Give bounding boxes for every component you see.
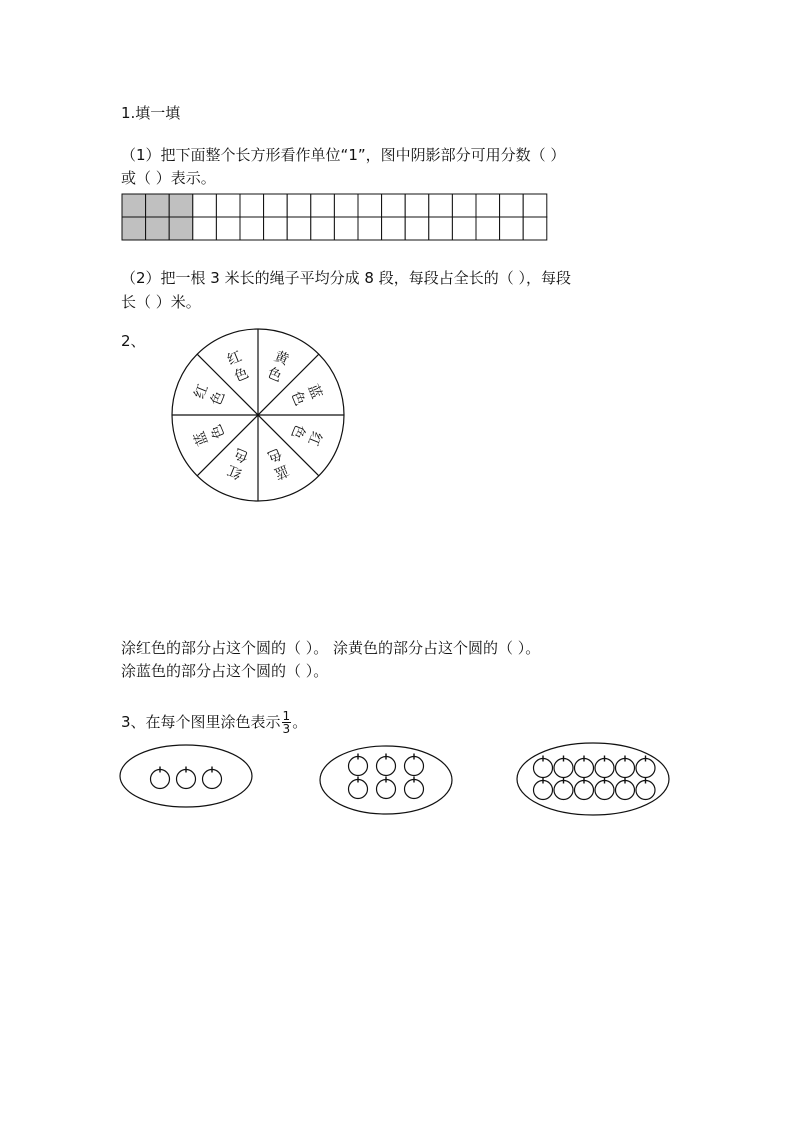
grid-cell bbox=[358, 217, 382, 240]
grid-cell bbox=[500, 194, 524, 217]
apple-icon bbox=[595, 778, 614, 800]
grid-cell bbox=[358, 194, 382, 217]
apple-icon bbox=[636, 756, 655, 778]
grid-cell bbox=[334, 194, 358, 217]
grid-cell bbox=[523, 194, 547, 217]
grid-cell bbox=[216, 194, 240, 217]
apple-icon bbox=[405, 754, 424, 776]
grid-cell bbox=[429, 194, 453, 217]
wheel-sector-label bbox=[265, 349, 292, 386]
apple-icon bbox=[349, 754, 368, 776]
q3-text: 3、在每个图里涂色表示 bbox=[121, 713, 281, 731]
grid-cell bbox=[500, 217, 524, 240]
wheel-sector-label bbox=[288, 422, 325, 448]
fraction-numerator: 1 bbox=[282, 709, 291, 723]
grid-cell bbox=[405, 194, 429, 217]
apple-group-3 bbox=[118, 743, 258, 815]
grid-cell-shaded bbox=[122, 194, 146, 217]
wheel-sector-char: 红 bbox=[225, 348, 245, 369]
grid-cell bbox=[382, 217, 406, 240]
grid-cell-shaded bbox=[169, 217, 193, 240]
q2-answer-line1: 涂红色的部分占这个圆的（ ）。 涂黄色的部分占这个圆的（ ）。 bbox=[121, 639, 541, 657]
color-wheel bbox=[168, 325, 348, 505]
wheel-sector-label bbox=[192, 382, 229, 408]
grid-cell bbox=[334, 217, 358, 240]
grid-cell bbox=[287, 194, 311, 217]
apple-icon bbox=[554, 756, 573, 778]
grid-cell bbox=[429, 217, 453, 240]
wheel-sector-char: 黄 bbox=[271, 348, 291, 369]
apple-icon bbox=[575, 756, 594, 778]
q1-part1-line2: 或（ ）表示。 bbox=[121, 169, 216, 187]
grid-cell bbox=[216, 217, 240, 240]
q1-title: 1.填一填 bbox=[121, 104, 181, 122]
wheel-sector-char: 色 bbox=[232, 365, 252, 386]
wheel-sector-label bbox=[191, 422, 229, 448]
grid-cell bbox=[264, 194, 288, 217]
q3-instruction bbox=[121, 710, 307, 735]
grid-cell-shaded bbox=[146, 217, 170, 240]
apple-icon bbox=[534, 778, 553, 800]
wheel-sector-char: 色 bbox=[208, 421, 229, 441]
shaded-rectangle-grid bbox=[120, 192, 560, 252]
grid-cell bbox=[240, 194, 264, 217]
grid-cell bbox=[452, 217, 476, 240]
grid-cell bbox=[382, 194, 406, 217]
grid-cell bbox=[193, 194, 217, 217]
grid-cell bbox=[405, 217, 429, 240]
wheel-sector-char: 色 bbox=[208, 389, 229, 409]
apple-icon bbox=[377, 777, 396, 799]
wheel-sector-char: 红 bbox=[304, 428, 325, 448]
grid-cell bbox=[287, 217, 311, 240]
wheel-sector-char: 红 bbox=[225, 461, 245, 482]
apple-icon bbox=[377, 754, 396, 776]
apple-icon bbox=[151, 767, 170, 789]
apple-icon bbox=[595, 756, 614, 778]
apple-icon bbox=[534, 756, 553, 778]
q1-part1-line1: （1）把下面整个长方形看作单位“1”，图中阴影部分可用分数（ ） bbox=[121, 146, 566, 164]
wheel-sector-char: 色 bbox=[287, 389, 308, 409]
apple-icon bbox=[203, 767, 222, 789]
grid-cell bbox=[240, 217, 264, 240]
apple-icon bbox=[177, 767, 196, 789]
grid-cell-shaded bbox=[146, 194, 170, 217]
wheel-sector-char: 蓝 bbox=[271, 461, 291, 482]
apple-group-12 bbox=[515, 740, 675, 818]
grid-cell bbox=[452, 194, 476, 217]
grid-cell bbox=[523, 217, 547, 240]
apple-icon bbox=[554, 778, 573, 800]
grid-cell bbox=[193, 217, 217, 240]
q1-part2-line1: （2）把一根 3 米长的绳子平均分成 8 段，每段占全长的（ ），每段 bbox=[121, 269, 571, 287]
grid-cell-shaded bbox=[122, 217, 146, 240]
apple-icon bbox=[405, 777, 424, 799]
wheel-sector-char: 蓝 bbox=[304, 382, 325, 402]
q1-part2-line2: 长（ ）米。 bbox=[121, 293, 201, 311]
apple-group-6 bbox=[316, 743, 456, 819]
fraction-one-third bbox=[282, 710, 292, 735]
wheel-sector-label bbox=[265, 445, 291, 483]
grid-cell bbox=[311, 194, 335, 217]
apple-icon bbox=[349, 777, 368, 799]
wheel-sector-char: 色 bbox=[264, 365, 284, 386]
q2-answer-line2: 涂蓝色的部分占这个圆的（ ）。 bbox=[121, 662, 329, 680]
wheel-sector-label bbox=[225, 349, 251, 386]
wheel-sector-label bbox=[225, 445, 251, 482]
apple-icon bbox=[575, 778, 594, 800]
apple-icon bbox=[616, 778, 635, 800]
apple-icon bbox=[636, 778, 655, 800]
wheel-sector-char: 红 bbox=[191, 382, 212, 402]
q3-end: 。 bbox=[292, 713, 308, 731]
grid-cell bbox=[476, 194, 500, 217]
grid-cell bbox=[476, 217, 500, 240]
grid-cell bbox=[264, 217, 288, 240]
grid-cell bbox=[311, 217, 335, 240]
wheel-sector-char: 色 bbox=[264, 444, 284, 465]
wheel-sector-label bbox=[288, 382, 326, 408]
fraction-denominator: 3 bbox=[282, 722, 291, 736]
apple-icon bbox=[616, 756, 635, 778]
wheel-sector-char: 色 bbox=[287, 421, 308, 441]
q2-number: 2、 bbox=[121, 332, 146, 350]
grid-cell-shaded bbox=[169, 194, 193, 217]
wheel-sector-char: 色 bbox=[232, 444, 252, 465]
wheel-sector-char: 蓝 bbox=[191, 428, 212, 448]
